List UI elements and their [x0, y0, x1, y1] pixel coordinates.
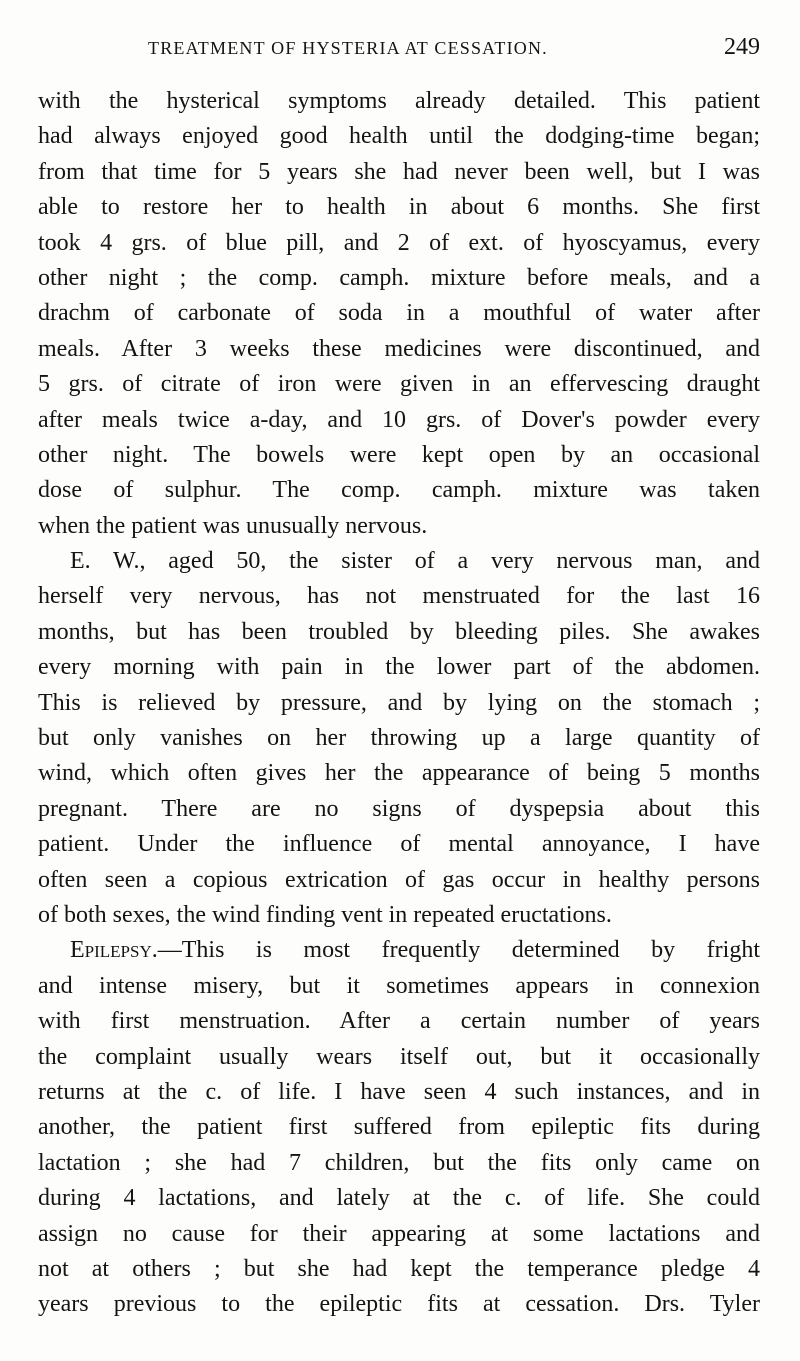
text-line: patient. Under the influence of mental annoyance, I have [38, 831, 760, 858]
text-line: with first menstruation. After a certain number of years [38, 1008, 760, 1035]
text-line: meals. After 3 weeks these medicines were discontinued, and [38, 335, 760, 362]
text-line: but only vanishes on her throwing up a large quantity of [38, 725, 760, 752]
text-line: dose of sulphur. The comp. camph. mixture was taken [38, 477, 760, 504]
text-line: other night ; the comp. camph. mixture before meals, and a [38, 264, 760, 291]
text-line: took 4 grs. of blue pill, and 2 of ext. of hyoscyamus, every [38, 229, 760, 256]
text-line: herself very nervous, has not menstruated for the last 16 [38, 583, 760, 610]
text-line: often seen a copious extrication of gas occur in healthy persons [38, 866, 760, 893]
text-line: after meals twice a-day, and 10 grs. of Dover's powder every [38, 406, 760, 433]
text-line: from that time for 5 years she had never been well, but I was [38, 158, 760, 185]
body-text [38, 84, 760, 1323]
text-line: with the hysterical symptoms already detailed. This patient [38, 88, 760, 114]
running-title: TREATMENT OF HYSTERIA AT CESSATION. [148, 38, 548, 58]
text-line: months, but has been troubled by bleeding piles. She awakes [38, 618, 760, 645]
text-line: wind, which often gives her the appearance of being 5 months [38, 760, 760, 787]
text-line: had always enjoyed good health until the dodging-time began; [38, 123, 760, 150]
text-line: drachm of carbonate of soda in a mouthful of water after [38, 300, 760, 327]
text-line: E. W., aged 50, the sister of a very nervous man, and [70, 548, 760, 575]
text-line: lactation ; she had 7 children, but the fits only came on [38, 1149, 760, 1176]
epilepsy-paragraph-first-line [38, 933, 760, 968]
text-line: assign no cause for their appearing at some lactations and [38, 1220, 760, 1247]
text-line: years previous to the epileptic fits at cessation. Drs. Tyler [38, 1291, 760, 1318]
text-line: 5 grs. of citrate of iron were given in an effervescing draught [38, 371, 760, 398]
section-heading-epilepsy: Epilepsy. [70, 937, 158, 964]
text-line: another, the patient first suffered from epileptic fits during [38, 1114, 760, 1141]
text-line: This is relieved by pressure, and by lying on the stomach ; [38, 689, 760, 716]
text-line: during 4 lactations, and lately at the c. of life. She could [38, 1185, 760, 1212]
text-line: of both sexes, the wind finding vent in repeated eructations. [38, 901, 612, 928]
text-line: every morning with pain in the lower part of the abdomen. [38, 654, 760, 681]
text-line: pregnant. There are no signs of dyspepsia about this [38, 795, 760, 822]
page-number: 249 [724, 34, 760, 60]
text-line: the complaint usually wears itself out, but it occasionally [38, 1043, 760, 1070]
text-line: able to restore her to health in about 6 months. She first [38, 194, 760, 221]
text-line: and intense misery, but it sometimes appears in connexion [38, 972, 760, 999]
text-line: not at others ; but she had kept the temperance pledge 4 [38, 1255, 760, 1282]
text-line-rest: —This is most frequently determined by fright [157, 937, 760, 964]
text-line: other night. The bowels were kept open by an occasional [38, 441, 760, 468]
running-head [38, 34, 760, 66]
text-line: returns at the c. of life. I have seen 4 such instances, and in [38, 1078, 760, 1105]
text-line: when the patient was unusually nervous. [38, 512, 428, 539]
